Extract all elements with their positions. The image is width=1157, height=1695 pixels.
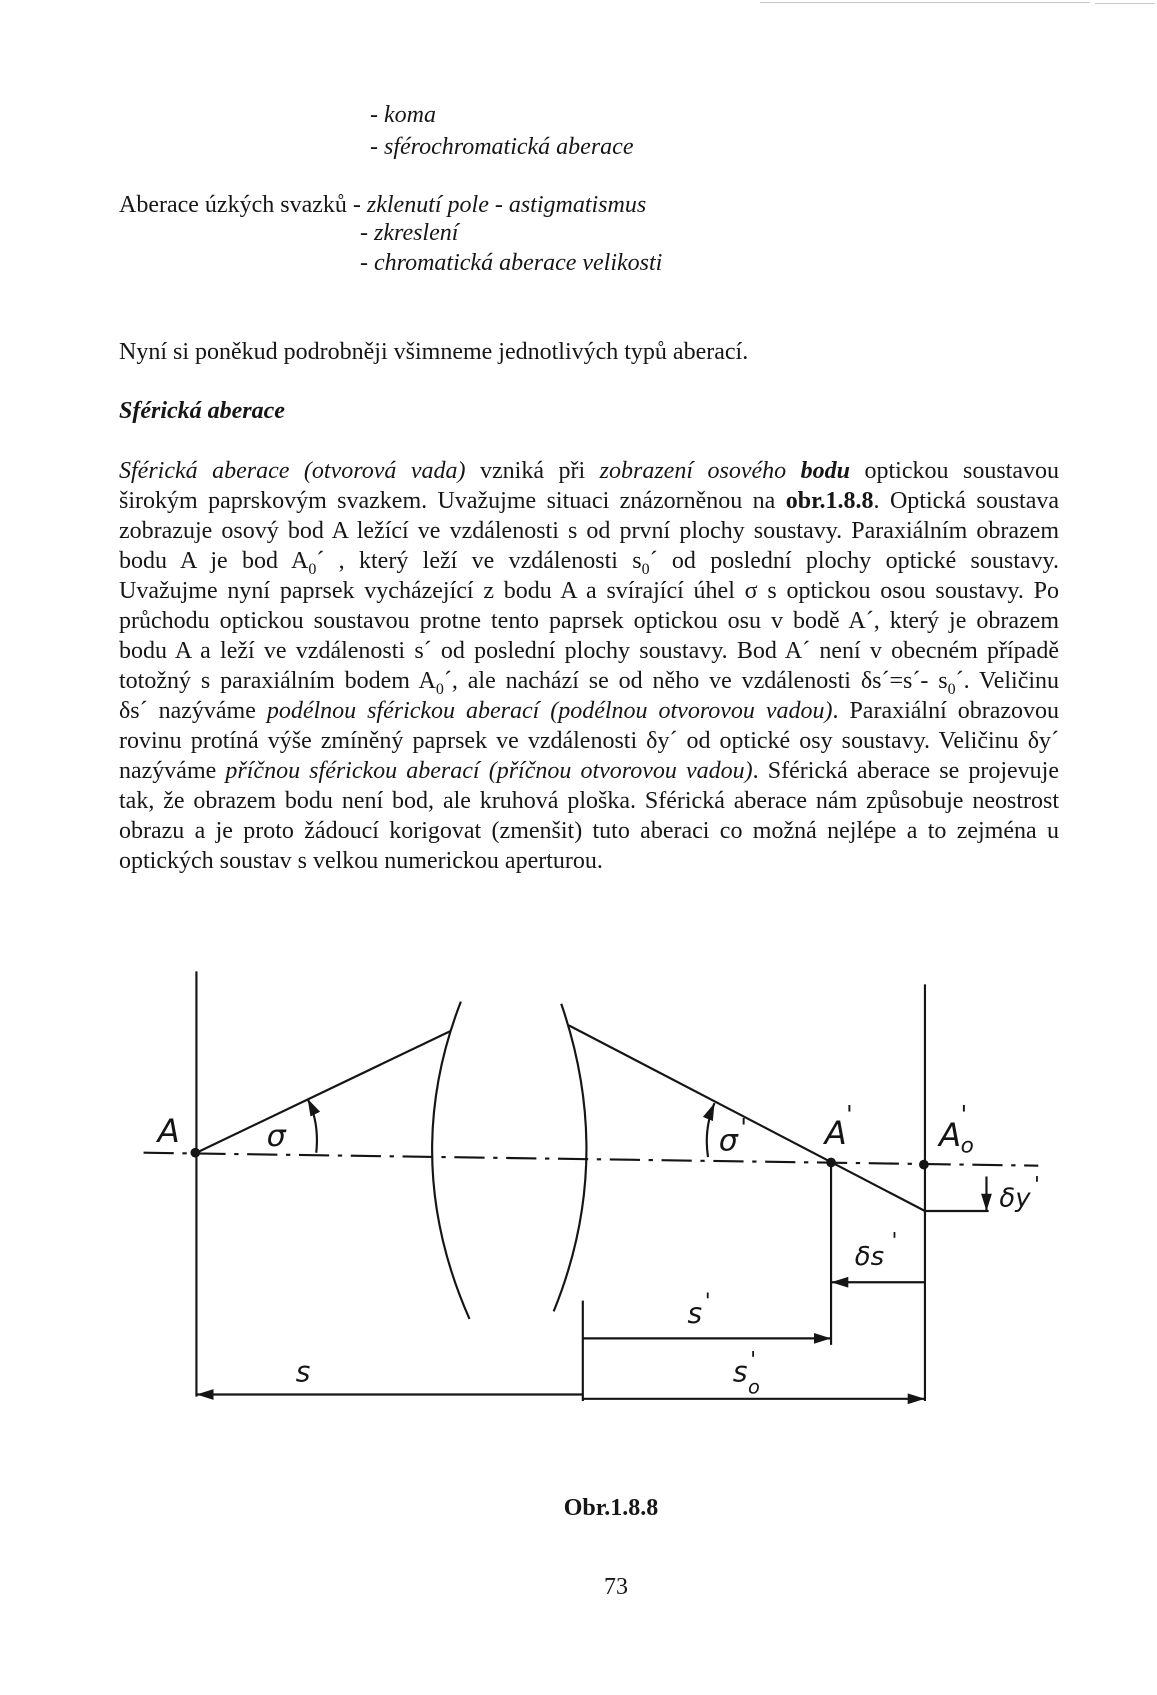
label-s0-prime-subscript: o [747,1375,760,1399]
list-item-text: koma [384,102,436,128]
list-dash: - [360,220,374,246]
subscript: 0 [641,561,650,578]
emphasis-strong: bodu [800,458,850,484]
label-A0-prime: A [938,1116,962,1155]
subscript: 0 [308,561,317,578]
label-s-prime-mark: ' [704,1289,711,1315]
text-run: obrazu a je proto žádoucí korigovat (zmenšit) tuto aberaci co možná nejlépe a to zejména u [119,818,1059,844]
text-run: . Paraxiální obrazovou [832,698,1059,724]
text-run: zobrazuje osový bod A ležící ve vzdálenosti s od první plochy soustavy. Paraxiálním obrazem [119,518,1059,544]
text-run: δs´ nazýváme [119,698,267,724]
image-point-dot [826,1158,836,1168]
label-A0-prime-mark: ' [960,1100,968,1129]
label-delta-y-prime-mark: ' [1033,1172,1040,1198]
label-s: s [295,1355,311,1389]
text-run: vzniká při [465,458,600,484]
angle-sigma-arrow [308,1099,317,1153]
text-run: optických soustav s velkou numerickou aperturou. [119,848,603,874]
list-item-text: sférochromatická aberace [384,134,634,160]
text-run: ´, ale nachází se od něho ve vzdálenosti δs´=s´- s [443,668,948,694]
label-delta-s-prime-mark: ' [891,1228,898,1254]
label-A-prime: A [824,1114,847,1153]
text-run: rovinu protíná výše zmíněný paprsek ve vzdálenosti δy´ od optické osy soustavy. Veličinu δy´ [119,728,1059,754]
label-sigma-prime: σ [718,1123,738,1159]
list-item-text: zklenutí pole - astigmatismus [366,192,647,218]
angle-sigma-prime-arrow [707,1103,715,1157]
emphasis: zobrazení osového [599,458,801,484]
text-run: . Optická soustava [873,488,1060,514]
page-number: 73 [604,1574,628,1600]
narrow-beam-label: Aberace úzkých svazků - [119,192,367,218]
label-A: A [157,1111,180,1150]
text-run: Uvažujme nyní paprsek vycházející z bodu A a svírající úhel σ s optickou osou soustavy. Po [119,578,1059,604]
incident-ray [196,1031,451,1153]
label-sigma-prime-mark: ' [740,1113,747,1142]
subscript: 0 [947,681,956,698]
term: Sférická aberace (otvorová vada) [119,458,466,484]
term: příčnou sférickou aberací (příčnou otvorovou vadou) [225,758,753,784]
label-sigma: σ [266,1119,286,1155]
section-heading: Sférická aberace [119,398,285,424]
list-item-text: zkreslení [374,220,459,246]
list-dash: - [360,250,374,276]
text-run: bodu A a leží ve vzdálenosti s´ od poslední plochy soustavy. Bod A´ není v obecném případě [119,638,1059,664]
text-run: ´ , který leží ve vzdálenosti s [316,548,642,574]
figure-caption: Obr.1.8.8 [563,1495,659,1521]
text-run: bodu A je bod A [119,548,309,574]
text-run: průchodu optickou soustavou protne tento paprsek optickou osu v bodě A´, který je obrazem [119,608,1059,634]
label-A-prime-mark: ' [846,1100,853,1129]
optical-axis [144,1153,1039,1166]
list-dash: - [370,134,384,160]
text-run: totožný s paraxiálním bodem A [119,668,436,694]
term: podélnou sférickou aberací (podélnou otvorovou vadou) [266,698,833,724]
label-A0-prime-subscript: o [960,1133,974,1159]
text-run: nazýváme [119,758,226,784]
list-dash: - [370,102,384,128]
label-s-prime: s [687,1297,703,1331]
intro-sentence: Nyní si poněkud podrobněji všimneme jednotlivých typů aberací. [119,339,749,365]
text-run: ´. Veličinu [955,668,1060,694]
object-point-dot [190,1148,200,1158]
subscript: 0 [435,681,444,698]
text-run: ´ od poslední plochy optické soustavy. [649,548,1059,574]
paraxial-image-point-dot [919,1160,929,1170]
text-run: . Sférická aberace se projevuje [752,758,1059,784]
right-lens-surface [554,1004,587,1312]
label-s0-prime-mark: ' [750,1347,757,1373]
label-delta-y-prime: δy [999,1183,1031,1214]
text-run: optickou soustavou [850,458,1059,484]
label-delta-s-prime: δs [854,1241,885,1272]
left-lens-surface [432,1002,469,1319]
figure-reference: obr.1.8.8 [785,488,874,514]
text-run: širokým paprskovým svazkem. Uvažujme situaci znázorněnou na [119,488,786,514]
list-item-text: chromatická aberace velikosti [374,250,663,276]
text-run: tak, že obrazem bodu není bod, ale kruhová ploška. Sférická aberace nám způsobuje neostrost [119,788,1059,814]
label-s0-prime: s [732,1355,748,1389]
